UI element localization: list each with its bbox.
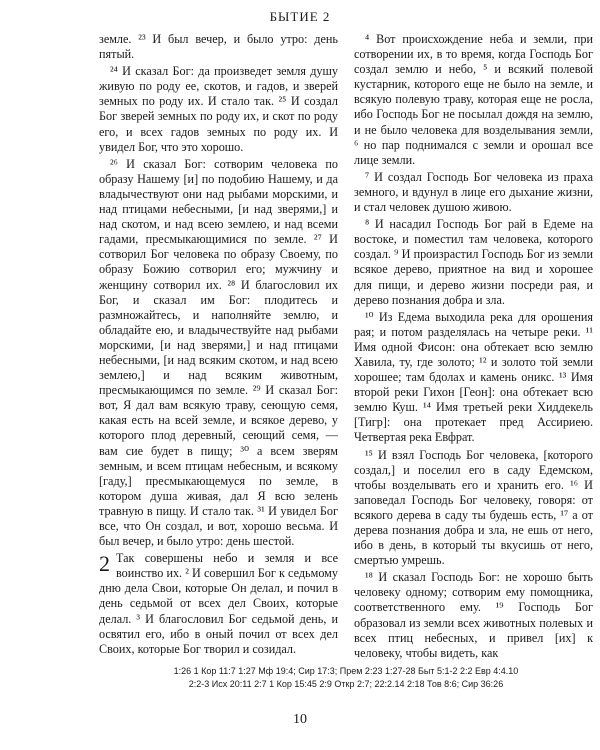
- verse-paragraph: ¹⁵ И взял Господь Бог человека, [которого создал,] и поселил его в саду Едемском, чтобы возделывать его и хранить его. ¹⁶ И заповедал Господь Бог человеку, говоря: от всякого дерева в саду ты будешь есть, ¹⁷ а от дерева познания добра и зла, не ешь от него, ибо в день, в который ты вкусишь от него, смертью умрешь.: [354, 447, 593, 568]
- verse-paragraph: ⁸ И насадил Господь Бог рай в Едеме на востоке, и поместил там человека, которого создал. ⁹ И произрастил Господь Бог из земли всякое дерево, приятное на вид и хорошее для пищи, и дерево жизни посреди рая, и дерево познания добра и зла.: [354, 217, 593, 307]
- verse-paragraph: ¹⁰ Из Едема выходила река для орошения рая; и потом разделялась на четыре реки. ¹¹ Имя одной Фисон: она обтекает всю землю Хавила, ту, где золото; ¹² и золото той земли хорошее; там бдолах и камень оникс. ¹³ Имя второй реки Гихон [Геон]: она обтекает всю землю Куш. ¹⁴ Имя третьей реки Хиддекель [Тигр]: она протекает пред Ассириею. Четвертая река Евфрат.: [354, 309, 593, 445]
- left-text-column: [99, 32, 338, 659]
- cross-reference-line: 1:26 1 Кор 11:7 1:27 Мф 19:4; Сир 17:3; Прем 2:23 1:27-28 Быт 5:1-2 2:2 Евр 4:4.10: [173, 666, 519, 676]
- page-number: 10: [293, 712, 307, 727]
- verse-paragraph: ²⁴ И сказал Бог: да произведет земля душу живую по роду ее, скотов, и гадов, и зверей земных по роду их. И стало так. ²⁵ И создал Бог зверей земных по роду их, и скот по роду его, и всех гадов земных по роду их. И увидел Бог, что это хорошо.: [99, 64, 338, 154]
- verse-paragraph: ²⁶ И сказал Бог: сотворим человека по образу Нашему [и] по подобию Нашему, и да владычествуют они над рыбами морскими, и над птицами небесными, [и над зверями,] и над скотом, и над всею землею, и над всеми гадами, пресмыкающимися по земле. ²⁷ И сотворил Бог человека по образу Своему, по образу Божию сотворил его; мужчину и женщину сотворил их. ²⁸ И благословил их Бог, и сказал им Бог: плодитесь и размножайтесь, и наполняйте землю, и обладайте ею, и владычествуйте над рыбами морскими, [и над зверями,] и над птицами небесными, [и над всяким скотом, и над всею землею,] и над всяким животным, пресмыкающимся по земле. ²⁹ И сказал Бог: вот, Я дал вам всякую траву, сеющую семя, какая есть на всей земле, и всякое дерево, у которого плод деревный, сеющий семя, — вам сие будет в пищу; ³⁰ а всем зверям земным, и всем птицам небесным, и всякому [гаду,] пресмыкающемуся по земле, в котором душа живая, дал Я всю зелень травную в пищу. И стало так. ³¹ И увидел Бог все, что Он создал, и вот, хорошо весьма. И был вечер, и было утро: день шестой.: [99, 156, 338, 549]
- verse-paragraph: земле. ²³ И был вечер, и было утро: день пятый.: [99, 32, 338, 62]
- verse-paragraph: ⁷ И создал Господь Бог человека из праха земного, и вдунул в лице его дыхание жизни, и стал человек душою живою.: [354, 169, 593, 215]
- cross-references: [99, 665, 593, 691]
- chapter-text: Так совершены небо и земля и все воинство их. ² И совершил Бог к седьмому дню дела Свои, которые Он делал, и почил в день седьмой от всех дел Своих, которые делал. ³ И благословил Бог седьмой день, и освятил его, ибо в оный почил от всех дел Своих, которые Бог творил и созидал.: [99, 551, 338, 656]
- verse-paragraph: ⁴ Вот происхождение неба и земли, при сотворении их, в то время, когда Господь Бог создал землю и небо, ⁵ и всякий полевой кустарник, которого еще не было на земле, и всякую полевую траву, которая еще не росла, ибо Господь Бог не посылал дождя на землю, и не было человека для возделывания земли, ⁶ но пар поднимался с земли и орошал все лице земли.: [354, 32, 593, 167]
- cross-reference-line: 2:2-3 Исх 20:11 2:7 1 Кор 15:45 2:9 Откр 2:7; 22:2.14 2:18 Тов 8:6; Сир 36:26: [188, 679, 504, 689]
- verse-paragraph: ¹⁸ И сказал Господь Бог: не хорошо быть человеку одному; сотворим ему помощника, соответственного ему. ¹⁹ Господь Бог образовал из земли всех животных полевых и всех птиц небесных, и привел [их] к человеку, чтобы видеть, как: [354, 570, 593, 660]
- right-text-column: [354, 32, 593, 663]
- chapter-start-paragraph: [99, 551, 338, 657]
- chapter-number: 2: [99, 551, 110, 577]
- running-header: БЫТИЕ 2: [269, 9, 331, 24]
